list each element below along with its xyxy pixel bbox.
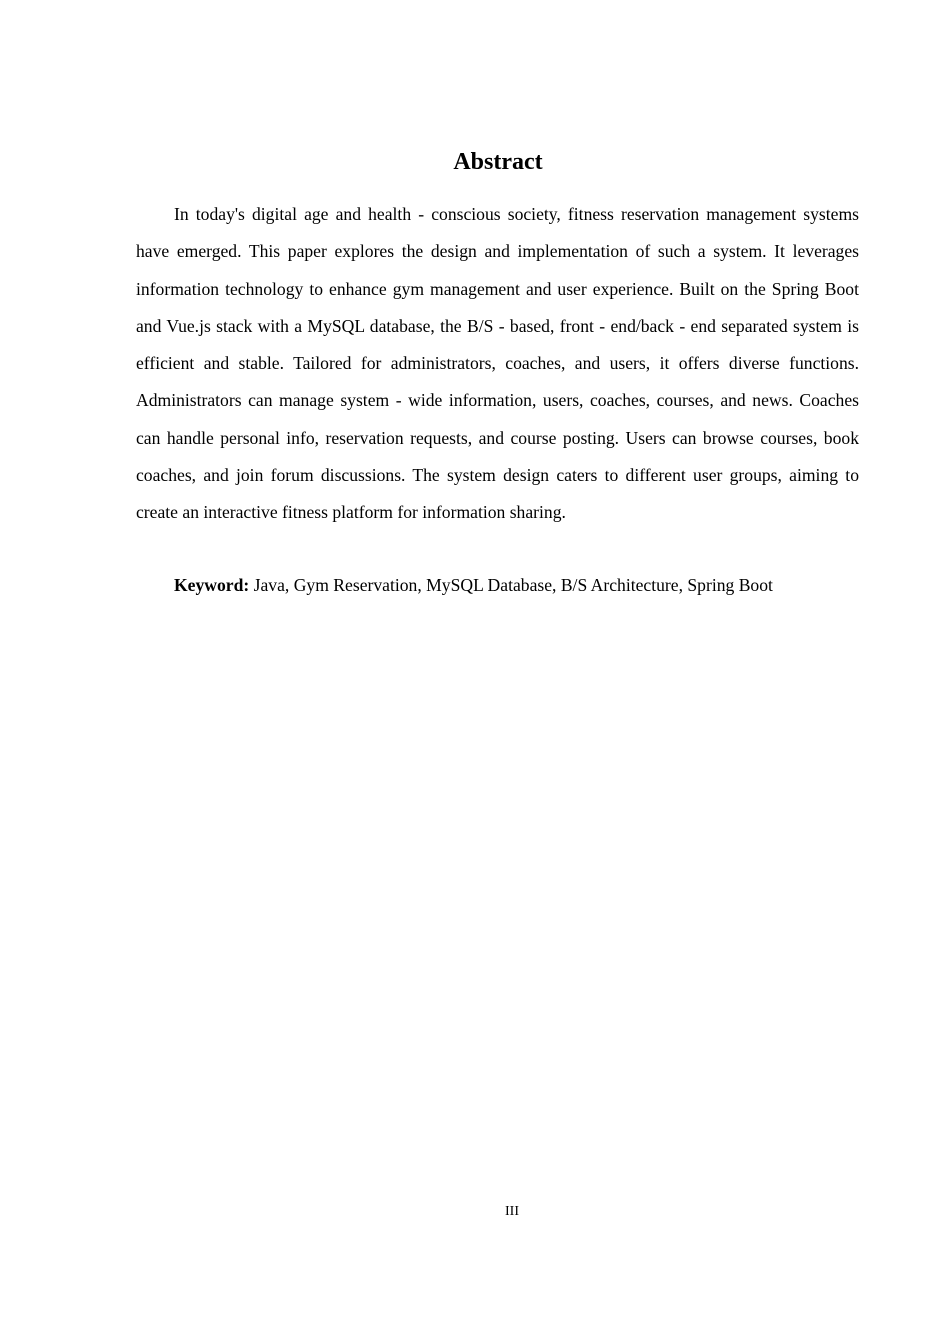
keyword-list: Java, Gym Reservation, MySQL Database, B/S Architecture, Spring Boot [253, 575, 773, 595]
page-number: III [505, 1204, 519, 1219]
keyword-label: Keyword: [174, 575, 250, 595]
abstract-paragraph: In today's digital age and health - conscious society, fitness reservation management systems have emerged. This paper explores the design and implementation of such a system. It leverages information technology to enhance gym management and user experience. Built on the Spring Boot and Vue.js stack with a MySQL database, the B/S - based, front - end/back - end separated system is efficient and stable. Tailored for administrators, coaches, and users, it offers diverse functions. Administrators can manage system - wide information, users, coaches, courses, and news. Coaches can handle personal info, reservation requests, and course posting. Users can browse courses, book coaches, and join forum discussions. The system design caters to different user groups, aiming to create an interactive fitness platform for information sharing. [136, 204, 859, 523]
keywords-line [136, 569, 859, 601]
abstract-title: Abstract [453, 149, 543, 175]
